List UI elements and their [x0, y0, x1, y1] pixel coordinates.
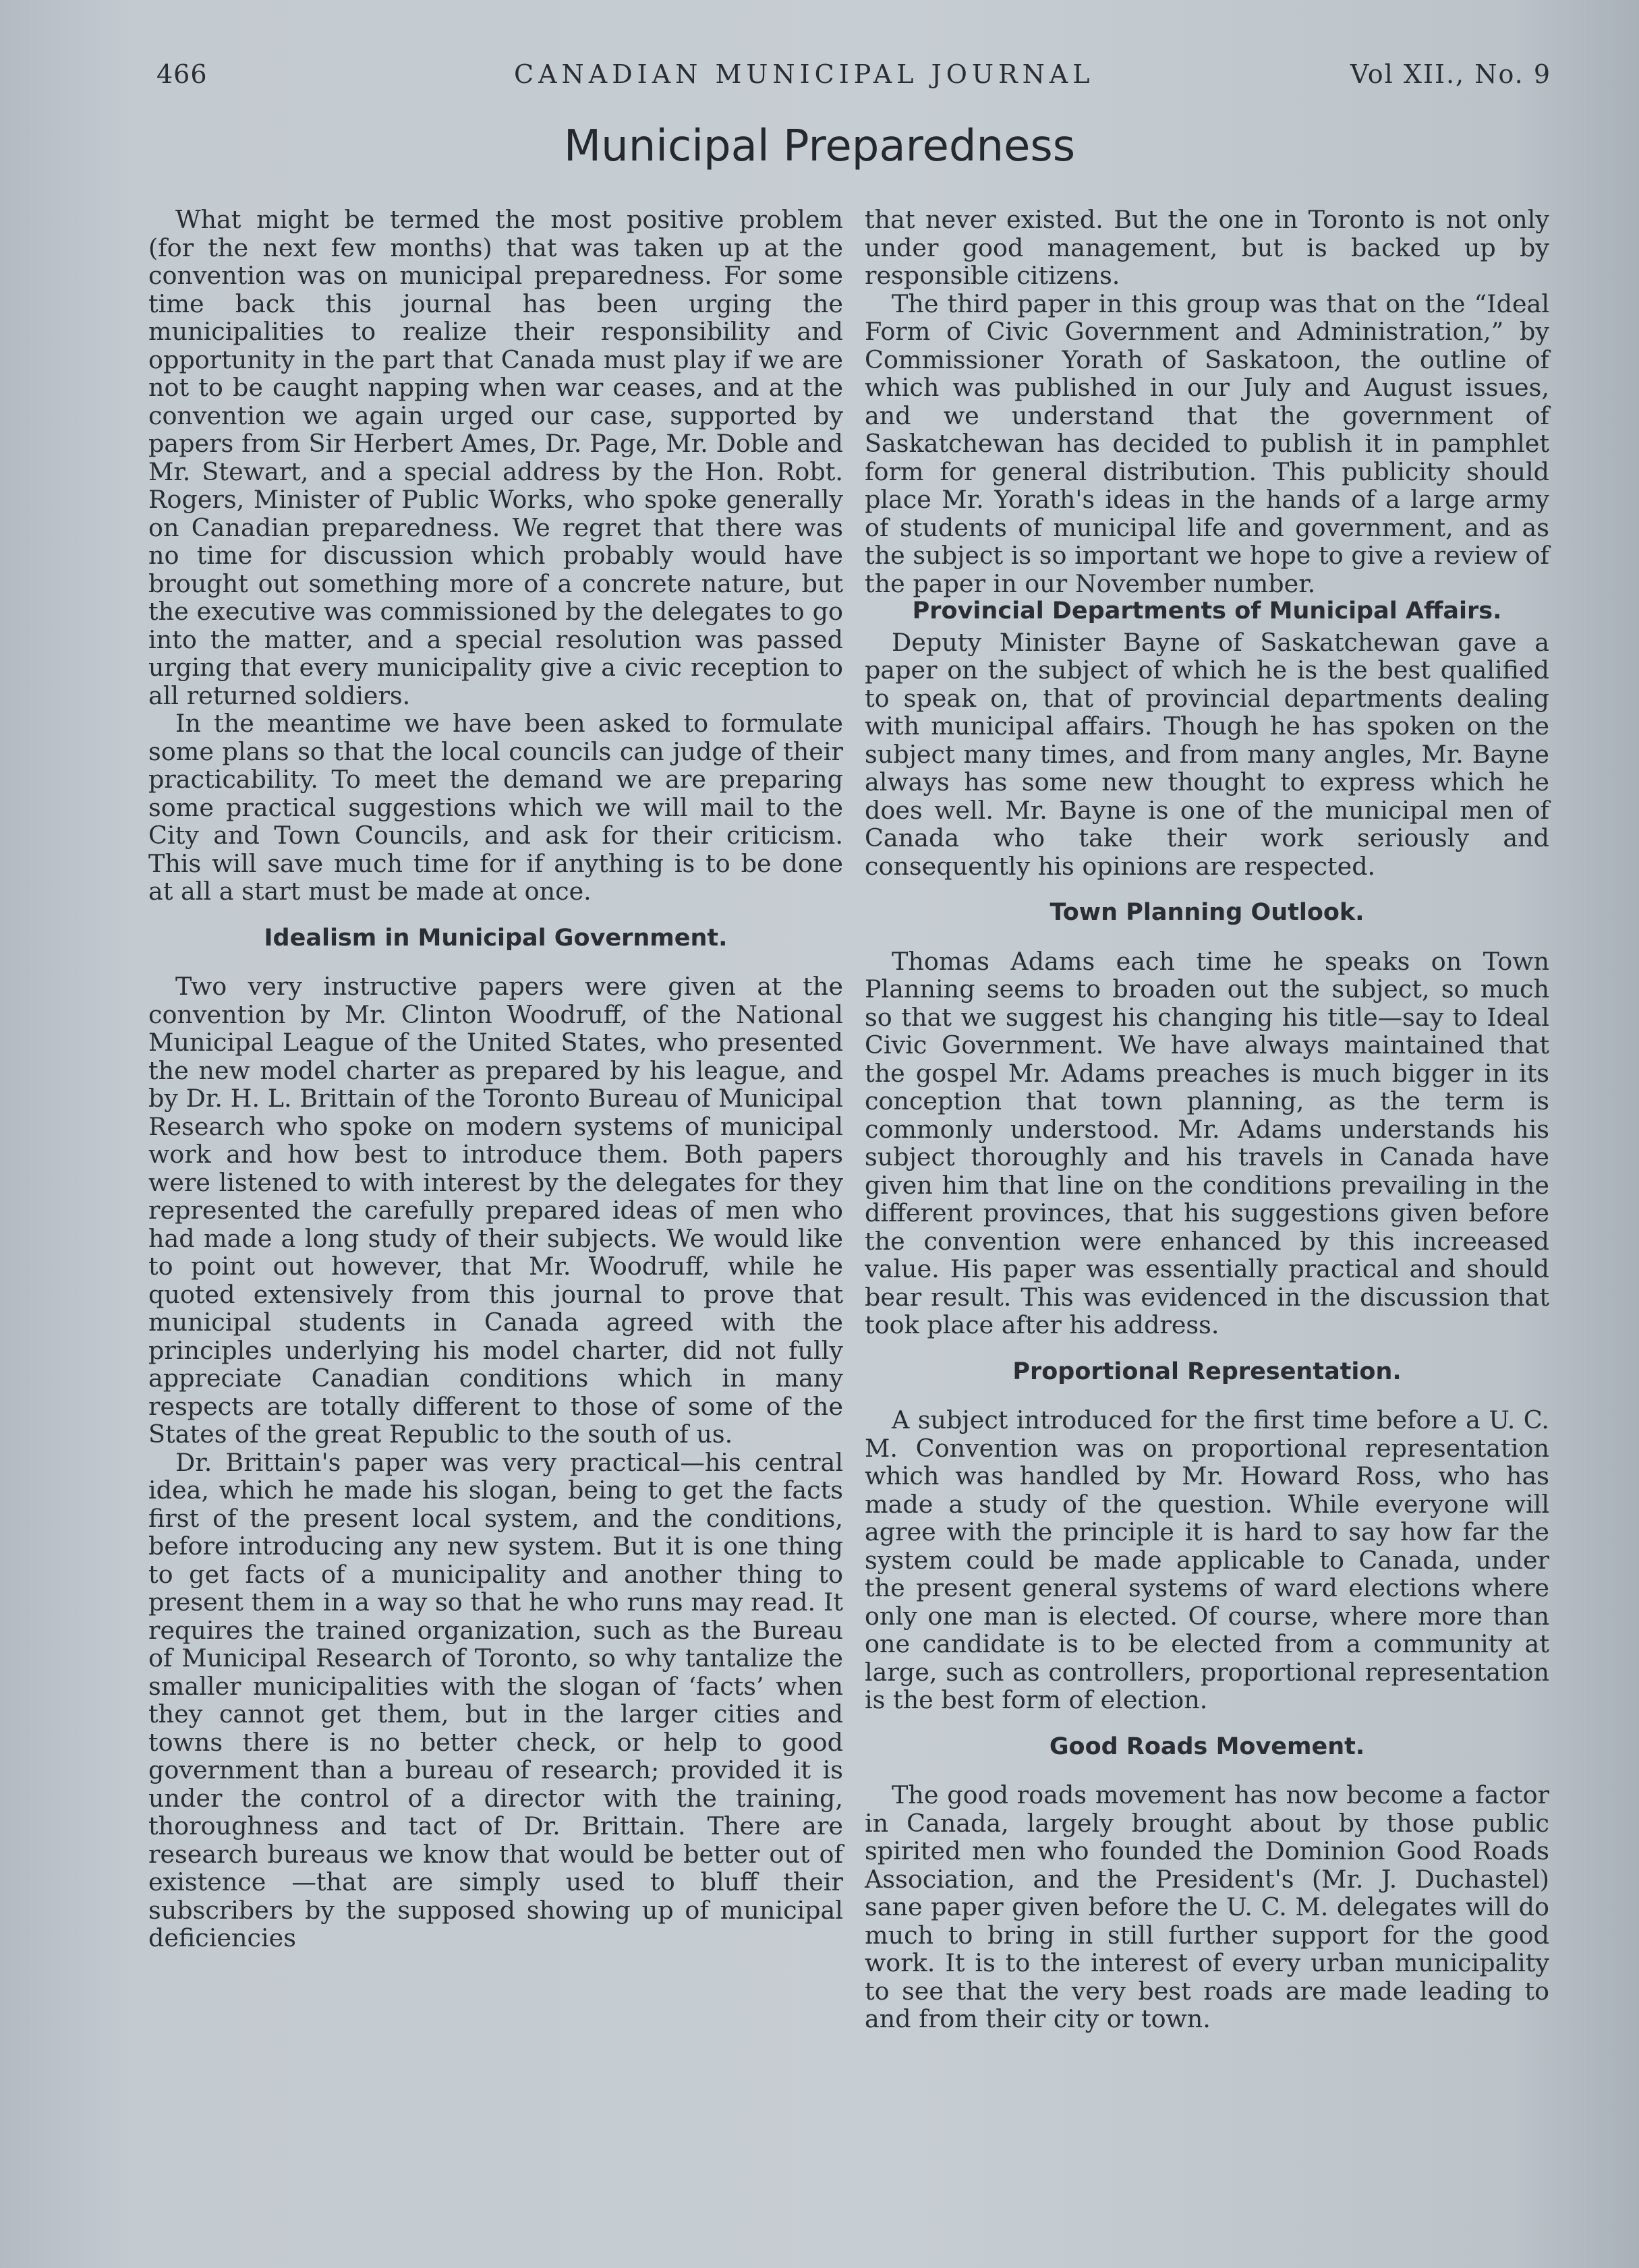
left-column [148, 206, 843, 1952]
section-heading: Idealism in Municipal Government. [264, 924, 728, 952]
paragraph: Deputy Minister Bayne of Saskatchewan gave a paper on the subject of which he is the best qualified to speak on, that of provincial departments dealing with municipal affairs. Though he has spoken on the subject many times, and from many angles, Mr. Bayne always has some new thought to express which he does well. Mr. Bayne is one of the municipal men of Canada who take their work seriously and consequently his opinions are respected. [865, 627, 1549, 881]
volume-number: Vol XII., No. 9 [1350, 59, 1551, 89]
paragraph: Dr. Brittain's paper was very practical—his central idea, which he made his slogan, being to get the facts first of the present local system, and the conditions, before introducing any new system. But it is one thing to get facts of a municipality and another thing to present them in a way so that he who runs may read. It requires the trained organization, such as the Bureau of Municipal Research of Toronto, so why tantalize the smaller municipalities with the slogan of ‘facts’ when they cannot get them, but in the larger cities and towns there is no better check, or help to good government than a bureau of research; provided it is under the control of a director with the training, thoroughness and tact of Dr. Brittain. There are research bureaus we know that would be better out of existence —that are simply used to bluff their subscribers by the supposed showing up of municipal deficiencies [148, 1447, 843, 1952]
article-title: Municipal Preparedness [563, 121, 1076, 171]
paragraph: In the meantime we have been asked to formulate some plans so that the local councils can judge of their practicability. To meet the demand we are preparing some practical suggestions which we will mail to the City and Town Councils, and ask for their criticism. This will save much time for if anything is to be done at all a start must be made at once. [148, 709, 843, 906]
section-heading: Town Planning Outlook. [1049, 899, 1364, 926]
paragraph: Thomas Adams each time he speaks on Town Planning seems to broaden out the subject, so much so that we suggest his changing his title—say to Ideal Civic Government. We have always maintained that the gospel Mr. Adams preaches is much bigger in its conception that town planning, as the term is commonly understood. Mr. Adams understands his subject thoroughly and his travels in Canada have given him that line on the conditions prevailing in the different provinces, that his suggestions given before the convention were enhanced by this increeased value. His paper was essentially practical and should bear result. This was evidenced in the discussion that took place after his address. [865, 946, 1549, 1339]
paragraph: The third paper in this group was that on the “Ideal Form of Civic Government and Administration,” by Commissioner Yorath of Saskatoon, the outline of which was published in our July and August issues, and we understand that the government of Saskatchewan has decided to publish it in pamphlet form for general distribution. This publicity should place Mr. Yorath's ideas in the hands of a large army of students of municipal life and government, and as the subject is so important we hope to give a review of the paper in our November number. [865, 289, 1549, 598]
paragraph: What might be termed the most positive problem (for the next few months) that was taken up at the convention was on municipal preparedness. For some time back this journal has been urging the municipalities to realize their responsibility and opportunity in the part that Canada must play if we are not to be caught napping when war ceases, and at the convention we again urged our case, supported by papers from Sir Herbert Ames, Dr. Page, Mr. Doble and Mr. Stewart, and a special address by the Hon. Robt. Rogers, Minister of Public Works, who spoke generally on Canadian preparedness. We regret that there was no time for discussion which probably would have brought out something more of a concrete nature, but the executive was commissioned by the delegates to go into the matter, and a special resolution was passed urging that every municipality give a civic reception to all returned soldiers. [148, 205, 843, 710]
right-column [865, 206, 1549, 2033]
paragraph: Two very instructive papers were given at the convention by Mr. Clinton Woodruff, of the National Municipal League of the United States, who presented the new model charter as prepared by his league, and by Dr. H. L. Brittain of the Toronto Bureau of Municipal Research who spoke on modern systems of municipal work and how best to introduce them. Both papers were listened to with interest by the delegates for they represented the carefully prepared ideas of men who had made a long study of their subjects. We would like to point out however, that Mr. Woodruff, while he quoted extensively from this journal to prove that municipal students in Canada agreed with the principles underlying his model charter, did not fully appreciate Canadian conditions which in many respects are totally different to those of some of the States of the great Republic to the south of us. [148, 972, 843, 1449]
paragraph: that never existed. But the one in Toronto is not only under good management, but is backed up by responsible citizens. [865, 205, 1549, 290]
section-heading: Provincial Departments of Municipal Affairs. [912, 598, 1502, 624]
journal-title: CANADIAN MUNICIPAL JOURNAL [514, 59, 1095, 89]
paragraph: A subject introduced for the first time before a U. C. M. Convention was on proportional representation which was handled by Mr. Howard Ross, who has made a study of the question. While everyone will agree with the principle it is hard to say how far the system could be made applicable to Canada, under the present general systems of ward elections where only one man is elected. Of course, where more than one candidate is to be elected from a community at large, such as controllers, proportional representation is the best form of election. [865, 1405, 1549, 1714]
running-header [156, 59, 1551, 107]
section-heading: Good Roads Movement. [1049, 1733, 1365, 1760]
section-heading: Proportional Representation. [1012, 1358, 1402, 1385]
paragraph: The good roads movement has now become a factor in Canada, largely brought about by those public spirited men who founded the Dominion Good Roads Association, and the President's (Mr. J. Duchastel) sane paper given before the U. C. M. delegates will do much to bring in still further support for the good work. It is to the interest of every urban municipality to see that the very best roads are made leading to and from their city or town. [865, 1780, 1549, 2033]
page-number: 466 [156, 59, 208, 89]
